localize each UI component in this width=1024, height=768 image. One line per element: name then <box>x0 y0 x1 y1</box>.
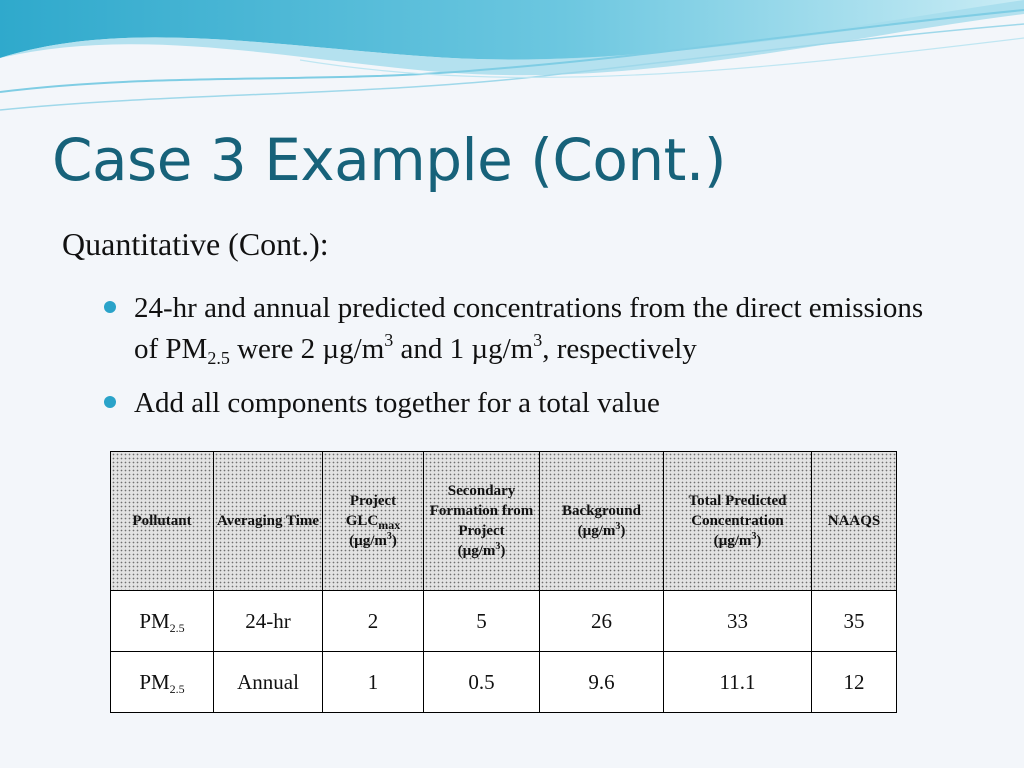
bullet-text: Add all components together for a total value <box>134 387 660 419</box>
cell-project-glc: 2 <box>323 591 424 652</box>
header-secondary-formation: Secondary Formation from Project $(\mu g/m^3)$ <box>424 452 540 591</box>
concentration-table <box>110 451 897 713</box>
header-project-glc: Project $GLC_{max}$ $(\mu g/m^3)$ <box>323 452 424 591</box>
cell-background: 26 <box>540 591 664 652</box>
cell-total: 33 <box>664 591 812 652</box>
bullet-add-components <box>110 383 954 424</box>
cell-pollutant: $PM_{2.5}$ <box>111 652 214 713</box>
cell-averaging-time: Annual <box>214 652 323 713</box>
bullet-concentrations <box>110 288 954 370</box>
bullet-dot-icon <box>104 301 116 313</box>
table-header-row <box>111 452 897 591</box>
cell-averaging-time: 24-hr <box>214 591 323 652</box>
cell-secondary: 0.5 <box>424 652 540 713</box>
bullet-text: 24-hr and annual predicted concentrations from the direct emissions of $PM_{2.5}$ were 2 $\mu g/m^3$ and 1 $\mu g/m^3$, respectively <box>134 292 924 368</box>
slide-subtitle: Quantitative (Cont.): <box>62 226 329 262</box>
cell-naaqs: 35 <box>812 591 897 652</box>
header-total-predicted: Total Predicted Concentration $(\mu g/m^3)$ <box>664 452 812 591</box>
cell-total: 11.1 <box>664 652 812 713</box>
header-background: Background $(\mu g/m^3)$ <box>540 452 664 591</box>
table-row <box>111 591 897 652</box>
table-row <box>111 652 897 713</box>
slide-title: Case 3 Example (Cont.) <box>52 126 726 194</box>
cell-pollutant: $PM_{2.5}$ <box>111 591 214 652</box>
header-averaging-time: Averaging Time <box>214 452 323 591</box>
header-naaqs: NAAQS <box>812 452 897 591</box>
cell-secondary: 5 <box>424 591 540 652</box>
bullet-dot-icon <box>104 396 116 408</box>
cell-project-glc: 1 <box>323 652 424 713</box>
cell-naaqs: 12 <box>812 652 897 713</box>
header-pollutant: Pollutant <box>111 452 214 591</box>
header-wave-decoration <box>0 0 1024 125</box>
cell-background: 9.6 <box>540 652 664 713</box>
